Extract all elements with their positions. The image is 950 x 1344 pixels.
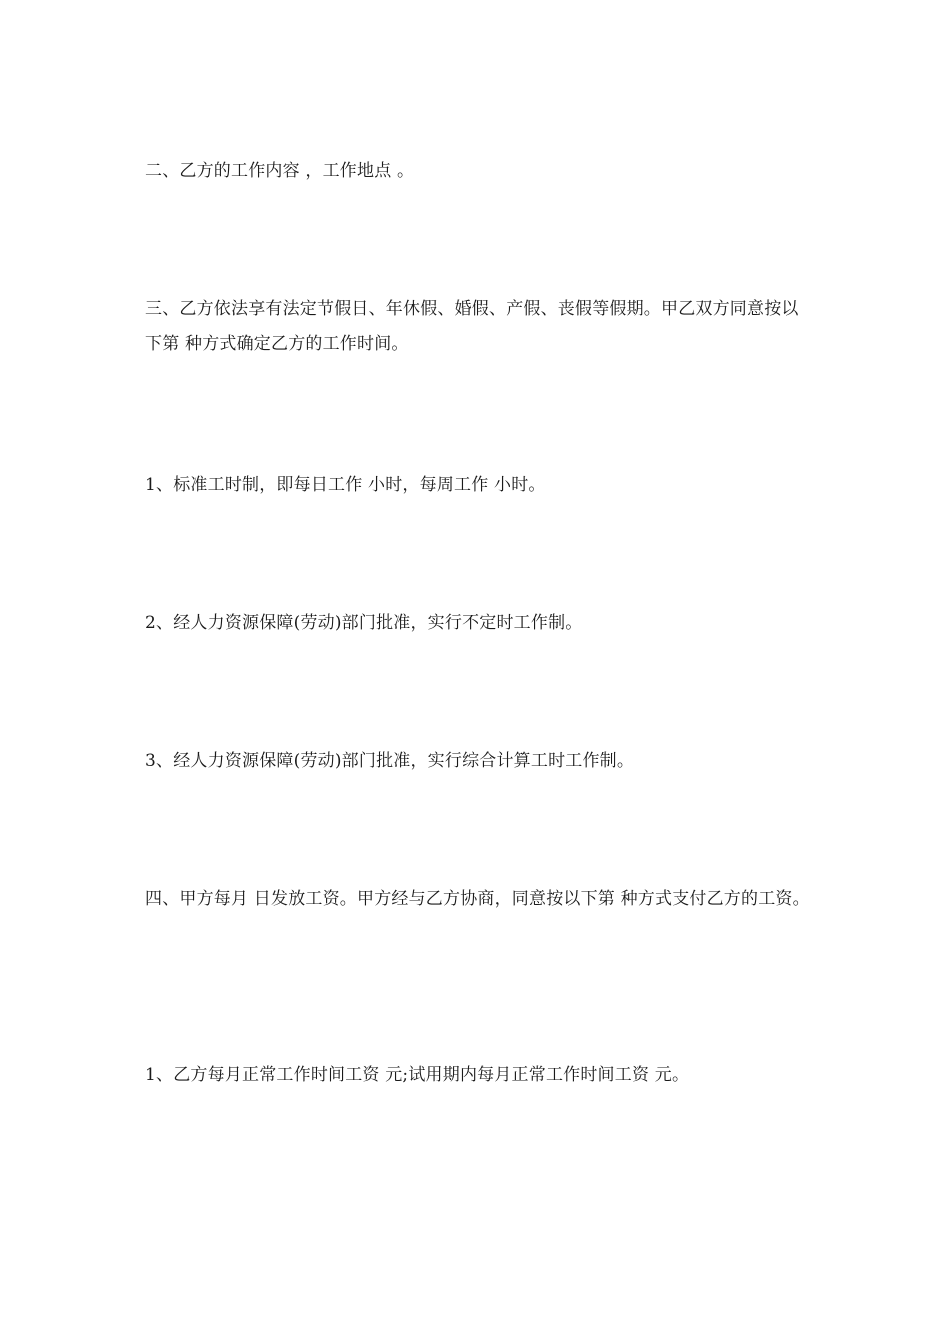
- paragraph-comprehensive-hours: 3、经人力资源保障(劳动)部门批准，实行综合计算工时工作制。: [145, 751, 635, 771]
- paragraph-holidays-work-time: 三、乙方依法享有法定节假日、年休假、婚假、产假、丧假等假期。甲乙双方同意按以下第 种方式确定乙方的工作时间。: [145, 299, 799, 354]
- paragraph-flexible-hours: 2、经人力资源保障(劳动)部门批准，实行不定时工作制。: [145, 613, 583, 633]
- paragraph-salary-payment: 四、甲方每月 日发放工资。甲方经与乙方协商，同意按以下第 种方式支付乙方的工资。: [145, 889, 810, 909]
- paragraph-monthly-salary: 1、乙方每月正常工作时间工资 元;试用期内每月正常工作时间工资 元。: [145, 1065, 690, 1085]
- paragraph-standard-hours: 1、标准工时制，即每日工作 小时，每周工作 小时。: [145, 475, 546, 495]
- paragraph-work-content: 二、乙方的工作内容 ，工作地点 。: [145, 161, 415, 181]
